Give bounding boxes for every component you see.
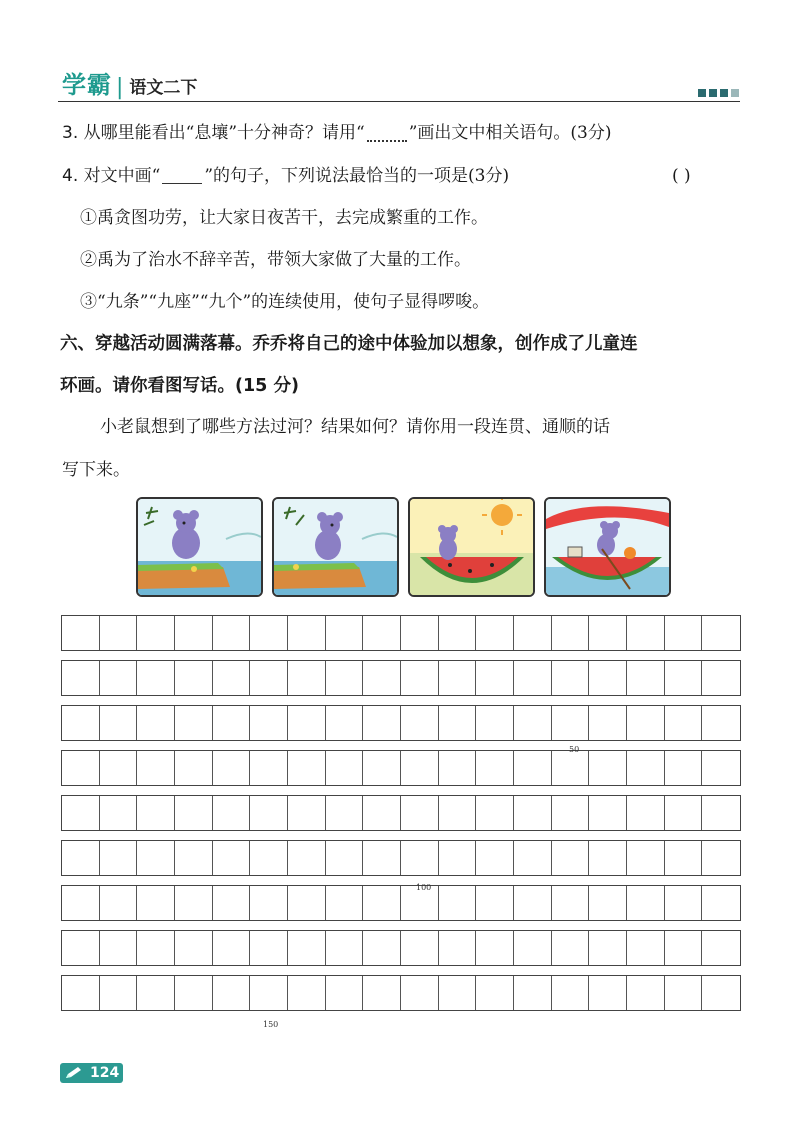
- comic-panel-3: [408, 497, 535, 597]
- grid-row[interactable]: [61, 660, 741, 696]
- grid-row[interactable]: [61, 795, 741, 831]
- brand-logo: 学霸: [62, 71, 112, 99]
- mouse-thinking-illustration: [274, 499, 397, 595]
- pencil-icon: [60, 1063, 88, 1083]
- underline-blank: [162, 169, 202, 184]
- question-3-text-a: 从哪里能看出“息壤”十分神奇？请用“: [83, 123, 365, 143]
- page-number-badge: [60, 1061, 123, 1085]
- comic-panel-4: [544, 497, 671, 597]
- question-4-text-a: 对文中画“: [83, 166, 161, 186]
- question-4: [62, 164, 509, 188]
- mouse-on-cliff-illustration: [138, 499, 261, 595]
- brand-separator: |: [116, 75, 124, 100]
- wavy-line-blank: [367, 126, 407, 142]
- comic-panel-2: [272, 497, 399, 597]
- mouse-watermelon-illustration: [410, 499, 533, 595]
- comic-panel-1: [136, 497, 263, 597]
- header-decoration: [698, 89, 739, 97]
- brand-header: [58, 66, 197, 100]
- question-4-number: 4.: [62, 166, 79, 186]
- question-3-text-b: ”画出文中相关语句。(3分): [408, 123, 612, 143]
- grid-row[interactable]: [61, 930, 741, 966]
- book-title: 语文二下: [129, 78, 198, 98]
- mouse-sailing-illustration: [546, 499, 669, 595]
- word-count-marker-150: 150: [263, 1020, 279, 1029]
- word-count-marker-50: 50: [569, 745, 580, 754]
- header-rule: [58, 101, 740, 102]
- question-4-text-b: ”的句子，下列说法最恰当的一项是(3分): [204, 166, 510, 186]
- prompt-line-2: 写下来。: [62, 460, 130, 480]
- option-3: ③“九条”“九座”“九个”的连续使用，使句子显得啰唆。: [80, 292, 490, 312]
- option-2: ②禹为了治水不辞辛苦，带领大家做了大量的工作。: [80, 250, 471, 270]
- word-count-marker-100: 100: [416, 883, 432, 892]
- grid-row[interactable]: [61, 750, 741, 786]
- page-number: 124: [88, 1063, 123, 1083]
- question-3-number: 3.: [62, 123, 79, 143]
- section-6-heading-2: 环画。请你看图写话。(15 分): [60, 376, 299, 396]
- option-1: ①禹贪图功劳，让大家日夜苦干，去完成繁重的工作。: [80, 208, 488, 228]
- writing-grid[interactable]: [61, 615, 741, 1011]
- section-6-heading-1: 六、穿越活动圆满落幕。乔乔将自己的途中体验加以想象，创作成了儿童连: [60, 334, 638, 354]
- question-3: [62, 121, 612, 145]
- grid-row[interactable]: [61, 885, 741, 921]
- answer-paren[interactable]: ( ): [672, 166, 691, 186]
- grid-row[interactable]: [61, 705, 741, 741]
- grid-row[interactable]: [61, 615, 741, 651]
- prompt-line-1: 小老鼠想到了哪些方法过河？结果如何？请你用一段连贯、通顺的话: [100, 417, 610, 437]
- grid-row[interactable]: [61, 975, 741, 1011]
- grid-row[interactable]: [61, 840, 741, 876]
